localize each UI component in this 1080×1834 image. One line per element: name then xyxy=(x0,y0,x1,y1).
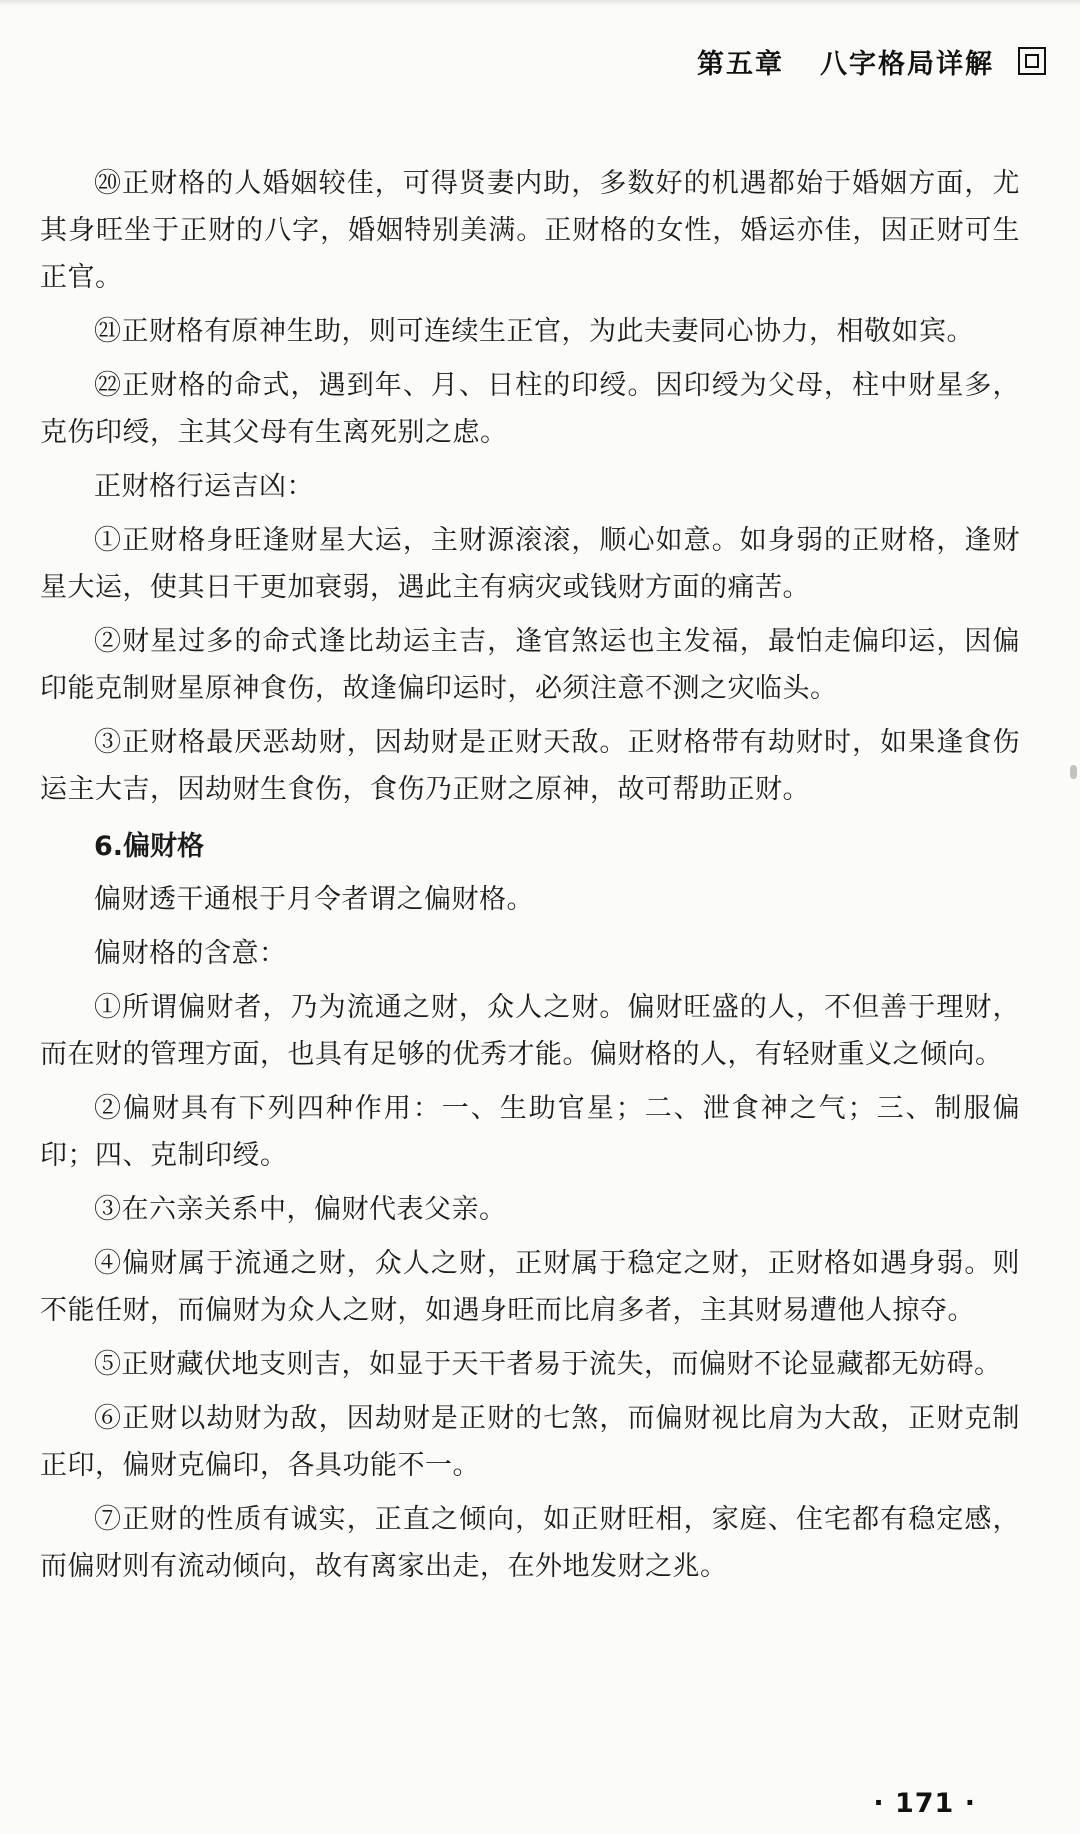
scrollbar-thumb[interactable] xyxy=(1070,765,1077,779)
paragraph: ②财星过多的命式逢比劫运主吉，逢官煞运也主发福，最怕走偏印运，因偏印能克制财星原神食伤，故逢偏印运时，必须注意不测之灾临头。 xyxy=(40,626,1020,704)
paragraph: ③正财格最厌恶劫财，因劫财是正财天敌。正财格带有劫财时，如果逢食伤运主大吉，因劫财生食伤，食伤乃正财之原神，故可帮助正财。 xyxy=(40,727,1020,805)
paragraph: ①所谓偏财者，乃为流通之财，众人之财。偏财旺盛的人，不但善于理财，而在财的管理方面，也具有足够的优秀才能。偏财格的人，有轻财重义之倾向。 xyxy=(40,992,1020,1070)
page-top-edge xyxy=(0,0,1080,6)
paragraph: ①正财格身旺逢财星大运，主财源滚滚，顺心如意。如身弱的正财格，逢财星大运，使其日干更加衰弱，遇此主有病灾或钱财方面的痛苦。 xyxy=(40,525,1020,603)
chapter-label: 第五章 xyxy=(697,48,784,80)
paragraph: 偏财格的含意： xyxy=(94,938,287,969)
paragraph: ③在六亲关系中，偏财代表父亲。 xyxy=(94,1194,507,1225)
paragraph: ④偏财属于流通之财，众人之财，正财属于稳定之财，正财格如遇身弱。则不能任财，而偏财为众人之财，如遇身旺而比肩多者，主其财易遭他人掠夺。 xyxy=(40,1248,1020,1326)
paragraph: 偏财透干通根于月令者谓之偏财格。 xyxy=(94,884,534,915)
running-header xyxy=(697,38,1046,84)
paragraph: ⑳正财格的人婚姻较佳，可得贤妻内助，多数好的机遇都始于婚姻方面，尤其身旺坐于正财的八字，婚姻特别美满。正财格的女性，婚运亦佳，因正财可生正官。 xyxy=(40,168,1020,293)
chapter-square-icon xyxy=(1018,47,1046,75)
paragraph: 正财格行运吉凶： xyxy=(94,471,314,502)
paragraph: ⑦正财的性质有诚实，正直之倾向，如正财旺相，家庭、住宅都有稳定感，而偏财则有流动倾向，故有离家出走，在外地发财之兆。 xyxy=(40,1504,1020,1582)
chapter-title: 八字格局详解 xyxy=(820,48,994,80)
paragraph: ②偏财具有下列四种作用：一、生助官星；二、泄食神之气；三、制服偏印；四、克制印绶。 xyxy=(40,1093,1020,1171)
chapter-square-inner xyxy=(1025,54,1039,68)
paragraph: ㉒正财格的命式，遇到年、月、日柱的印绶。因印绶为父母，柱中财星多，克伤印绶，主其父母有生离死别之虑。 xyxy=(40,370,1020,448)
paragraph: ⑥正财以劫财为敌，因劫财是正财的七煞，而偏财视比肩为大敌，正财克制正印，偏财克偏印，各具功能不一。 xyxy=(40,1403,1020,1481)
paragraph: ⑤正财藏伏地支则吉，如显于天干者易于流失，而偏财不论显藏都无妨碍。 xyxy=(94,1349,1002,1380)
page-number: · 171 · xyxy=(873,1788,976,1819)
section-heading: 6.偏财格 xyxy=(94,831,205,862)
page-body xyxy=(40,160,1020,1597)
paragraph: ㉑正财格有原神生助，则可连续生正官，为此夫妻同心协力，相敬如宾。 xyxy=(94,316,974,347)
